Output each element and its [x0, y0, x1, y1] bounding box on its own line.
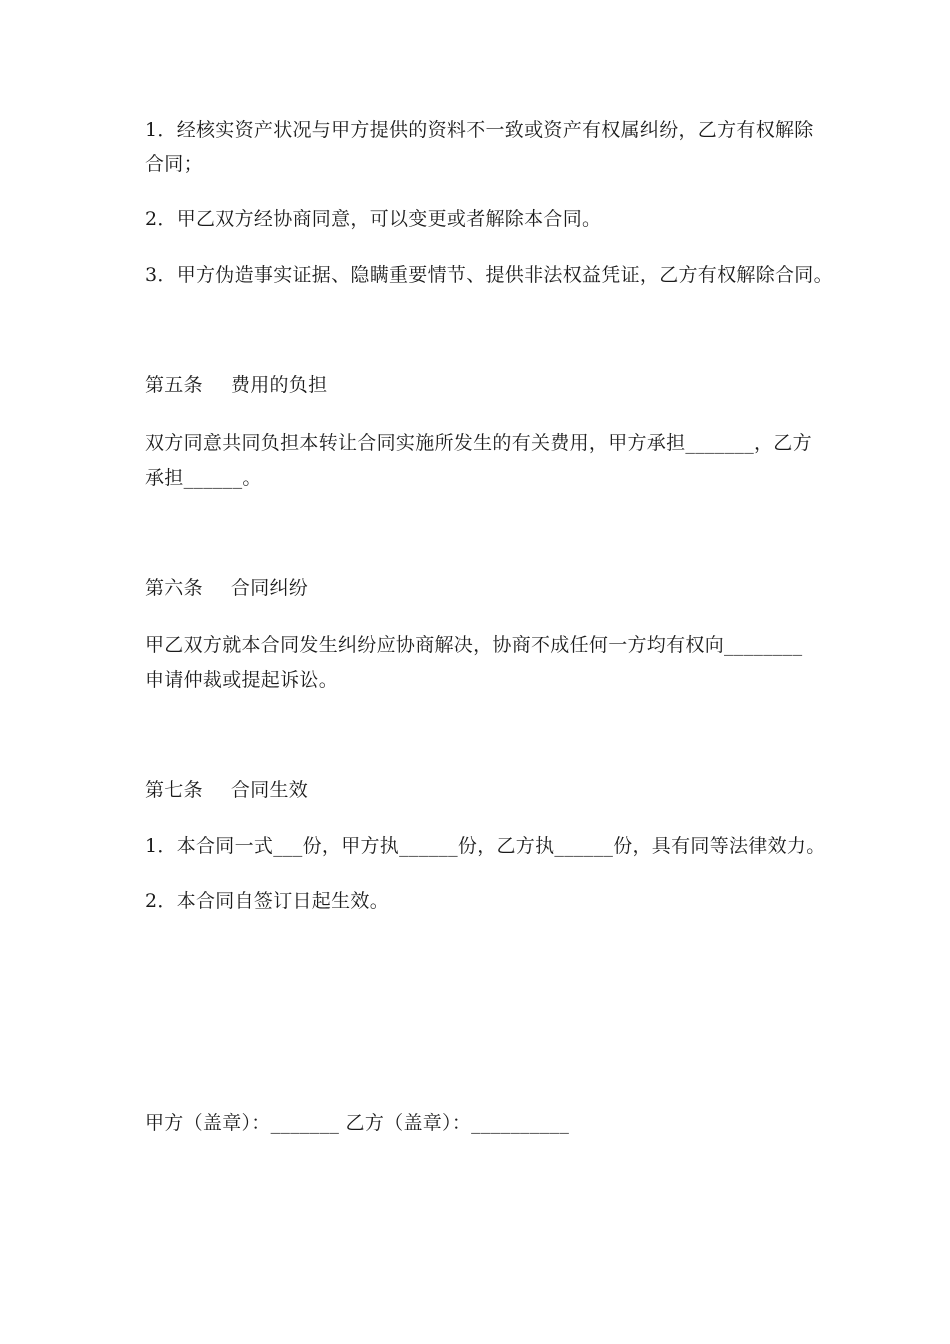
clause-4-item-3: 3．甲方伪造事实证据、隐瞒重要情节、提供非法权益凭证，乙方有权解除合同。	[145, 264, 833, 286]
clause-5-number: 第五条	[145, 374, 203, 396]
clause-6-heading	[145, 576, 308, 600]
clause-5-line-1: 双方同意共同负担本转让合同实施所发生的有关费用，甲方承担_______，乙方	[145, 432, 812, 454]
clause-4-item-2: 2．甲乙双方经协商同意，可以变更或者解除本合同。	[145, 208, 602, 230]
clause-7-item-1: 1．本合同一式___份，甲方执______份，乙方执______份，具有同等法律效力。	[145, 835, 826, 857]
clause-7-item-2: 2．本合同自签订日起生效。	[145, 890, 389, 912]
clause-6-line-2: 申请仲裁或提起诉讼。	[145, 669, 339, 691]
signature-line: 甲方（盖章）：_______ 乙方（盖章）：__________	[145, 1112, 570, 1134]
clause-6-line-1: 甲乙双方就本合同发生纠纷应协商解决，协商不成任何一方均有权向________	[145, 634, 803, 656]
clause-4-item-1-line-2: 合同；	[145, 153, 203, 175]
clause-7-title: 合同生效	[230, 779, 309, 801]
clause-5-heading	[145, 373, 327, 397]
clause-4-item-1-line-1: 1．经核实资产状况与甲方提供的资料不一致或资产有权属纠纷，乙方有权解除	[145, 119, 814, 141]
clause-5-line-2: 承担______。	[145, 467, 262, 489]
clause-5-title: 费用的负担	[230, 374, 328, 396]
clause-6-title: 合同纠纷	[230, 577, 309, 599]
clause-7-number: 第七条	[145, 779, 203, 801]
clause-7-heading	[145, 778, 308, 802]
clause-6-number: 第六条	[145, 577, 203, 599]
